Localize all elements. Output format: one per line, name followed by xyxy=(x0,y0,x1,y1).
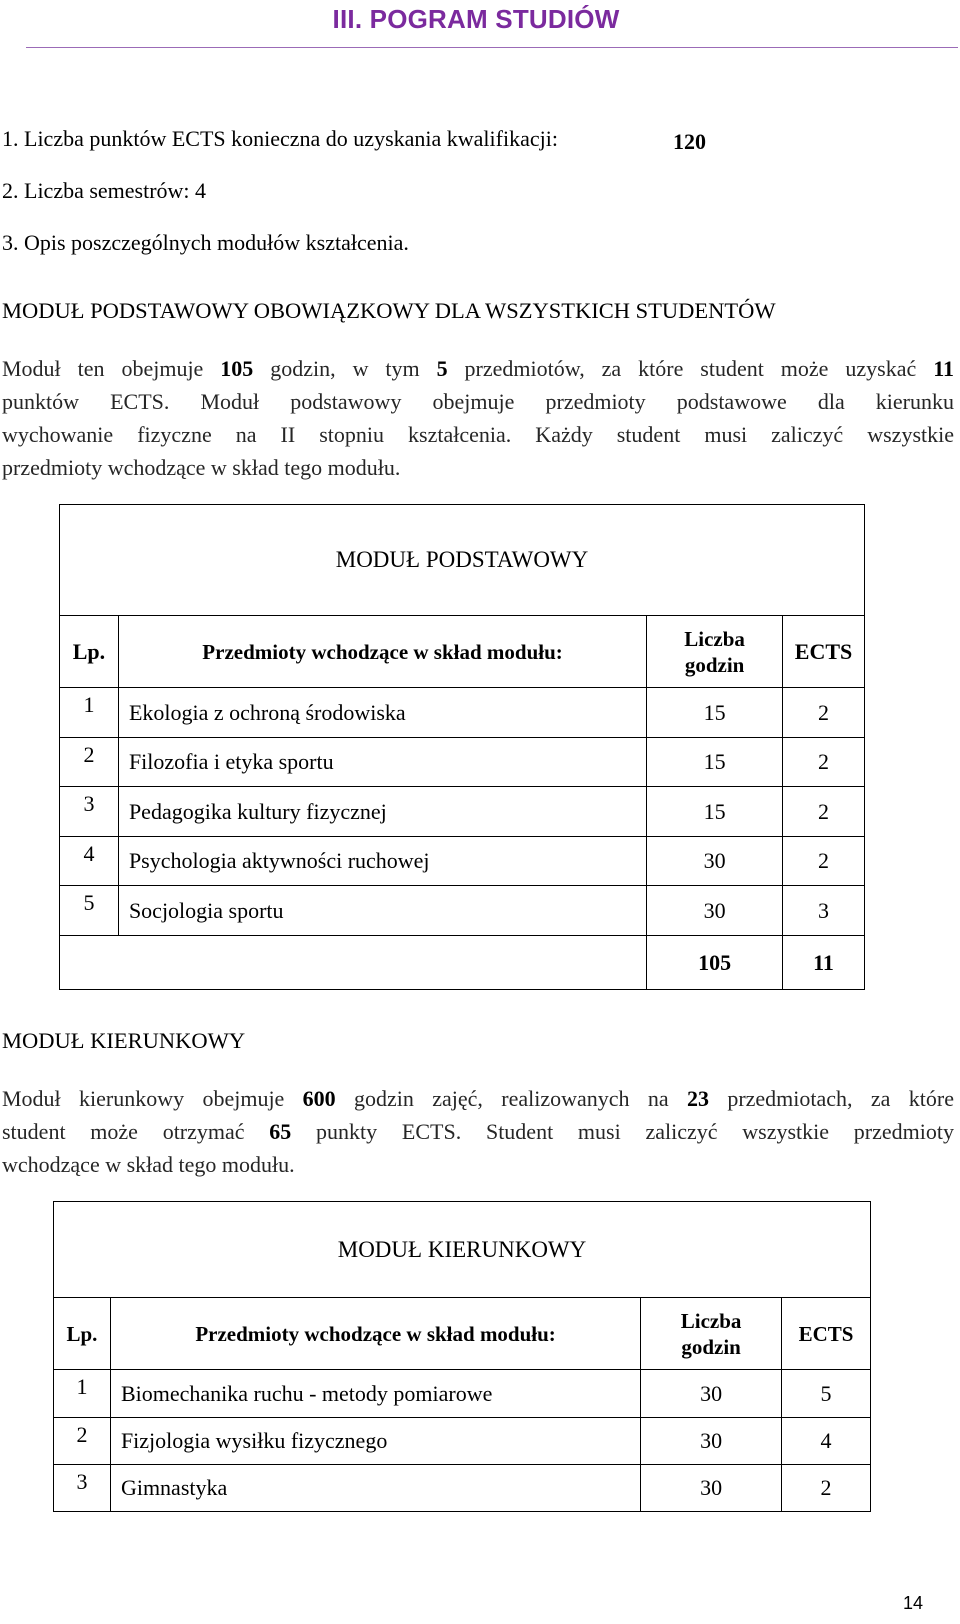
hours-value: 600 xyxy=(302,1086,336,1111)
row-subject: Filozofia i etyka sportu xyxy=(118,738,646,787)
ects-required-value: 120 xyxy=(673,129,706,154)
ects-required-label: 1. Liczba punktów ECTS konieczna do uzyskania kwalifikacji: xyxy=(2,126,558,151)
table-row xyxy=(60,886,865,936)
paragraph-line: punktów ECTS. Moduł podstawowy obejmuje przedmioty podstawowe dla kierunku xyxy=(2,389,954,414)
row-subject: Ekologia z ochroną środowiska xyxy=(118,688,646,738)
hours-value: 105 xyxy=(220,356,254,381)
text-span: student może otrzymać xyxy=(2,1119,270,1144)
table-row xyxy=(54,1465,871,1512)
subjects-value: 23 xyxy=(686,1086,709,1111)
row-subject: Socjologia sportu xyxy=(118,886,646,936)
table-row xyxy=(54,1370,871,1418)
basic-module-table xyxy=(59,504,865,990)
row-hours: 30 xyxy=(641,1418,782,1465)
page-title: III. POGRAM STUDIÓW xyxy=(332,4,620,34)
total-hours: 105 xyxy=(647,936,783,990)
row-ects: 2 xyxy=(783,787,865,837)
text-span: Moduł ten obejmuje xyxy=(2,356,221,381)
column-header-ects: ECTS xyxy=(783,616,865,688)
modules-description-label: 3. Opis poszczególnych modułów kształcenia. xyxy=(2,230,409,255)
table-caption: MODUŁ PODSTAWOWY xyxy=(60,505,865,616)
row-hours: 15 xyxy=(647,787,783,837)
table-row xyxy=(60,688,865,738)
row-subject: Biomechanika ruchu - metody pomiarowe xyxy=(110,1370,640,1418)
row-lp: 3 xyxy=(54,1465,111,1512)
column-header-lp: Lp. xyxy=(54,1298,111,1370)
text-span: punkty ECTS. Student musi zaliczyć wszystkie przedmioty xyxy=(291,1119,954,1144)
row-subject: Fizjologia wysiłku fizycznego xyxy=(110,1418,640,1465)
row-ects: 2 xyxy=(783,738,865,787)
column-header-ects: ECTS xyxy=(782,1298,871,1370)
table-row xyxy=(54,1418,871,1465)
paragraph-line: przedmioty wchodzące w skład tego modułu. xyxy=(2,455,401,480)
row-ects: 2 xyxy=(783,688,865,738)
header-text: godzin xyxy=(684,652,745,677)
row-ects: 5 xyxy=(782,1370,871,1418)
column-header-lp: Lp. xyxy=(60,616,119,688)
page-number: 14 xyxy=(903,1593,924,1613)
text-span: przedmiotach, za które xyxy=(708,1086,954,1111)
basic-module-heading: MODUŁ PODSTAWOWY OBOWIĄZKOWY DLA WSZYSTKICH STUDENTÓW xyxy=(2,298,776,323)
row-lp: 4 xyxy=(60,837,119,886)
text-span: Moduł kierunkowy obejmuje xyxy=(2,1086,303,1111)
table-row xyxy=(60,787,865,837)
text-span: godzin, w tym xyxy=(253,356,437,381)
row-lp: 2 xyxy=(60,738,119,787)
row-subject: Pedagogika kultury fizycznej xyxy=(118,787,646,837)
paragraph-line: wchodzące w skład tego modułu. xyxy=(2,1152,295,1177)
header-divider xyxy=(26,47,958,48)
row-lp: 1 xyxy=(54,1370,111,1418)
column-header-subject: Przedmioty wchodzące w skład modułu: xyxy=(110,1298,640,1370)
text-span: godzin zajęć, realizowanych na xyxy=(335,1086,687,1111)
column-header-hours xyxy=(641,1298,782,1370)
row-lp: 1 xyxy=(60,688,119,738)
directional-module-table xyxy=(53,1201,871,1512)
row-hours: 15 xyxy=(647,688,783,738)
row-hours: 30 xyxy=(641,1465,782,1512)
total-spacer xyxy=(60,936,647,990)
row-hours: 15 xyxy=(647,738,783,787)
row-lp: 3 xyxy=(60,787,119,837)
paragraph-line: wychowanie fizyczne na II stopniu kształcenia. Każdy student musi zaliczyć wszystkie xyxy=(2,422,954,447)
directional-module-description xyxy=(2,1082,954,1181)
row-ects: 2 xyxy=(783,837,865,886)
row-ects: 2 xyxy=(782,1465,871,1512)
table-header-row xyxy=(54,1298,871,1370)
directional-module-heading: MODUŁ KIERUNKOWY xyxy=(2,1028,246,1053)
table-header-row xyxy=(60,616,865,688)
table-total-row xyxy=(60,936,865,990)
header-text: godzin xyxy=(681,1334,741,1359)
header-text: Liczba xyxy=(680,1308,742,1333)
table-row xyxy=(60,738,865,787)
row-hours: 30 xyxy=(647,886,783,936)
row-hours: 30 xyxy=(641,1370,782,1418)
header-text: Liczba xyxy=(684,626,745,651)
text-span: przedmiotów, za które student może uzyskać xyxy=(447,356,934,381)
subjects-value: 5 xyxy=(436,356,448,381)
table-row xyxy=(60,837,865,886)
row-ects: 4 xyxy=(782,1418,871,1465)
total-ects: 11 xyxy=(783,936,865,990)
semesters-label: 2. Liczba semestrów: 4 xyxy=(2,178,207,203)
basic-module-description xyxy=(2,352,954,484)
row-subject: Gimnastyka xyxy=(110,1465,640,1512)
table-caption: MODUŁ KIERUNKOWY xyxy=(54,1202,871,1298)
row-lp: 2 xyxy=(54,1418,111,1465)
row-lp: 5 xyxy=(60,886,119,936)
ects-value: 11 xyxy=(933,356,954,381)
column-header-hours xyxy=(647,616,783,688)
row-ects: 3 xyxy=(783,886,865,936)
ects-value: 65 xyxy=(269,1119,292,1144)
row-subject: Psychologia aktywności ruchowej xyxy=(118,837,646,886)
row-hours: 30 xyxy=(647,837,783,886)
column-header-subject: Przedmioty wchodzące w skład modułu: xyxy=(118,616,646,688)
